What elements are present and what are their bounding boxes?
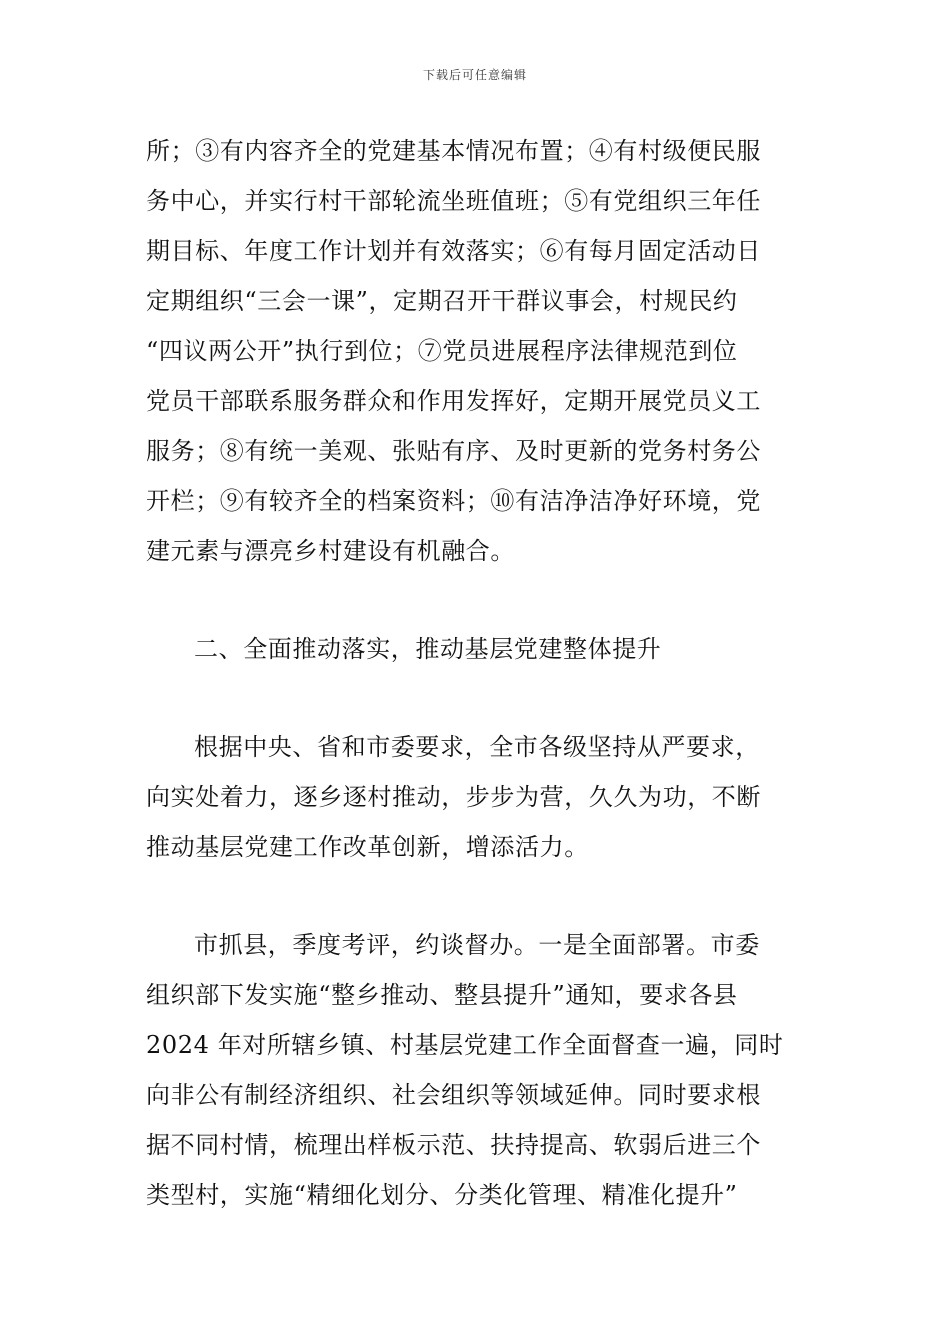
text-line: 向非公有制经济组织、社会组织等领域延伸。同时要求根 (146, 1081, 761, 1109)
text-line: 2024 年对所辖乡镇、村基层党建工作全面督查一遍，同时 (146, 1031, 784, 1059)
paragraph-2 (146, 722, 806, 872)
text-line: 类型村，实施“精细化划分、分类化管理、精准化提升” (146, 1181, 738, 1209)
header-note: 下载后可任意编辑 (422, 68, 527, 82)
text-line: 向实处着力，逐乡逐村推动，步步为营，久久为功，不断 (146, 783, 761, 811)
document-body (146, 126, 806, 1220)
text-line: 期目标、年度工作计划并有效落实；⑥有每月固定活动日 (146, 237, 761, 265)
paragraph-spacer (146, 576, 806, 624)
text-line: 服务；⑧有统一美观、张贴有序、及时更新的党务村务公 (146, 437, 761, 465)
text-line: 组织部下发实施“整乡推动、整县提升”通知，要求各县 (146, 981, 738, 1009)
paragraph-spacer (146, 674, 806, 722)
text-line: 党员干部联系服务群众和作用发挥好，定期开展党员义工 (146, 387, 761, 415)
text-line: “四议两公开”执行到位；⑦党员进展程序法律规范到位 (146, 337, 738, 365)
text-line: 根据中央、省和市委要求，全市各级坚持从严要求， (194, 733, 760, 761)
text-line: 开栏；⑨有较齐全的档案资料；⑩有洁净洁净好环境，党 (146, 487, 761, 515)
text-line: 建元素与漂亮乡村建设有机融合。 (146, 537, 515, 565)
section-heading: 二、全面推动落实，推动基层党建整体提升 (194, 635, 662, 663)
text-line: 务中心，并实行村干部轮流坐班值班；⑤有党组织三年任 (146, 187, 761, 215)
paragraph-3 (146, 920, 806, 1220)
text-line: 据不同村情，梳理出样板示范、扶持提高、软弱后进三个 (146, 1131, 761, 1159)
paragraph-1 (146, 126, 806, 576)
text-line: 定期组织“三会一课”，定期召开干群议事会，村规民约 (146, 287, 738, 315)
paragraph-spacer (146, 872, 806, 920)
text-line: 推动基层党建工作改革创新，增添活力。 (146, 833, 589, 861)
text-line: 所；③有内容齐全的党建基本情况布置；④有村级便民服 (146, 137, 761, 165)
text-line: 市抓县，季度考评，约谈督办。一是全面部署。市委 (194, 931, 760, 959)
